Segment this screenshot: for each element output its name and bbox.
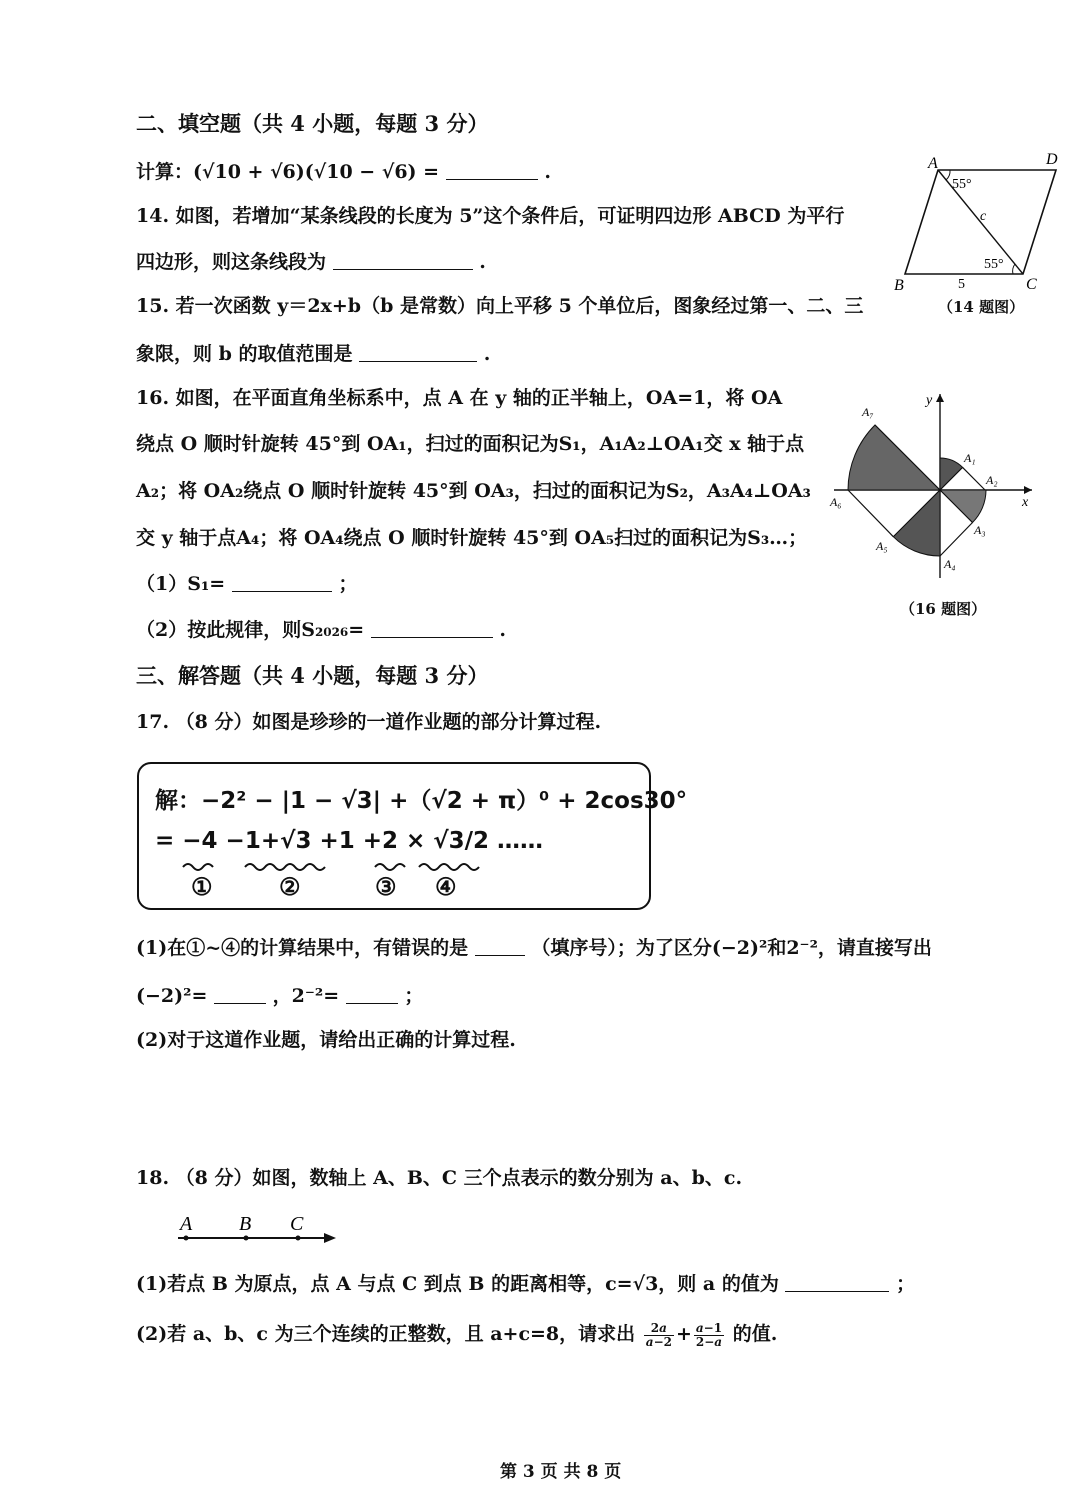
number-line-label-c: C xyxy=(290,1213,304,1235)
number-line-label-b: B xyxy=(239,1213,252,1235)
angle-a-arc xyxy=(946,170,950,180)
q17-box-line2: = −4 −1+√3 +1 +2 × √3/2 …… xyxy=(155,828,544,854)
fraction-2a-over-a-minus-2: $\frac{2a}{a-2}$ xyxy=(645,1320,672,1349)
q16-figure-caption: （16 题图） xyxy=(900,600,987,618)
q16-label-x: x xyxy=(1022,495,1029,510)
q15-line1: 15. 若一次函数 y＝2x+b（b 是常数）向上平移 5 个单位后，图象经过第一、二、三 xyxy=(136,295,864,317)
q14-label-b: B xyxy=(894,277,904,292)
q17-intro: 17. （8 分）如图是珍珍的一道作业题的部分计算过程. xyxy=(136,711,602,733)
q17-part1-line1 xyxy=(136,934,932,962)
mark-2: ② xyxy=(279,872,301,901)
wavy-4 xyxy=(419,864,479,870)
q14-line2: 四边形，则这条线段为 xyxy=(136,251,327,273)
q17-work-box xyxy=(137,762,688,910)
q18-part1 xyxy=(136,1270,915,1298)
q18-number-line xyxy=(170,1208,350,1248)
question-15-line2 xyxy=(136,340,490,368)
q15-end: . xyxy=(483,343,491,365)
number-line-arrow xyxy=(324,1233,336,1243)
sector-s2 xyxy=(940,490,986,523)
mark-4: ④ xyxy=(435,872,457,901)
point-c xyxy=(296,1236,301,1241)
q13-answer-blank[interactable] xyxy=(446,159,538,180)
q16-figure xyxy=(826,384,1038,580)
y-axis-arrow xyxy=(936,394,944,402)
q14-label-d: D xyxy=(1046,151,1058,168)
q18-intro: 18. （8 分）如图，数轴上 A、B、C 三个点表示的数分别为 a、b、c. xyxy=(136,1167,743,1189)
q16-label-a4: A₄ xyxy=(944,557,956,571)
segment-a3a4 xyxy=(940,523,973,557)
q17-error-blank[interactable] xyxy=(475,935,525,956)
q13-text: 计算：(√10 + √6)(√10 − √6) = xyxy=(136,161,440,183)
q16-label-a1: A₁ xyxy=(964,451,976,465)
mark-1: ① xyxy=(191,872,213,901)
q16-line4: 交 y 轴于点A₄；将 OA₄绕点 O 顺时针旋转 45°到 OA₅扫过的面积记为S₃…； xyxy=(136,527,808,549)
q17-part2: (2)对于这道作业题，请给出正确的计算过程. xyxy=(136,1029,516,1051)
q18-p1b: ； xyxy=(896,1273,916,1295)
q13-end: . xyxy=(544,161,551,183)
q18-a-value-blank[interactable] xyxy=(785,1271,889,1292)
segment-a1a2 xyxy=(963,467,985,490)
q16-line2: 绕点 O 顺时针旋转 45°到 OA₁，扫过的面积记为S₁，A₁A₂⊥OA₁交 x 轴于点 xyxy=(136,433,805,455)
q17-box-line1: 解：−2² − |1 − √3| +（√2 + π）⁰ + 2cos30° xyxy=(155,788,688,814)
question-14-line2 xyxy=(136,248,486,276)
mark-3: ③ xyxy=(375,872,397,901)
q16-part2-text: （2）按此规律，则S₂₀₂₆= xyxy=(136,619,365,641)
x-axis-arrow xyxy=(1024,486,1032,494)
q16-label-a5: A₅ xyxy=(876,539,888,553)
q16-part1-text: （1）S₁= xyxy=(136,573,226,595)
angle-c-arc xyxy=(1013,264,1015,274)
q14-label-a: A xyxy=(928,155,938,172)
point-b xyxy=(244,1236,249,1241)
q16-part2 xyxy=(136,616,506,644)
q16-part1-end: ； xyxy=(338,573,358,595)
q18-p2a: (2)若 a、b、c 为三个连续的正整数，且 a+c=8，请求出 xyxy=(136,1323,636,1345)
section-2-title: 二、填空题（共 4 小题，每题 3 分） xyxy=(136,111,489,136)
q16-line3: A₂；将 OA₂绕点 O 顺时针旋转 45°到 OA₃，扫过的面积记为S₂，A₃A₄⊥OA₃ xyxy=(136,480,811,502)
wavy-2 xyxy=(245,864,325,870)
q16-label-a3: A₃ xyxy=(974,523,986,537)
q18-part2: (2)若 a、b、c 为三个连续的正整数，且 a+c=8，请求出 $\frac{2a}{a-2}$ + $\frac{a-1}{2-a}$ 的值. xyxy=(136,1320,778,1349)
q16-part2-end: . xyxy=(499,619,507,641)
q16-label-a6: A₆ xyxy=(830,495,842,509)
q14-label-c: C xyxy=(1026,276,1037,292)
q14-side-bc-label: 5 xyxy=(958,277,965,292)
q17-p1b: （填序号）；为了区分(−2)²和2⁻²，请直接写出 xyxy=(531,937,932,959)
q17-p1e: ； xyxy=(404,985,424,1007)
point-a xyxy=(184,1236,189,1241)
q17-p1a: (1)在①~④的计算结果中，有错误的是 xyxy=(136,937,469,959)
q16-label-y: y xyxy=(926,393,933,408)
number-line-label-a: A xyxy=(180,1213,193,1235)
q14-figure xyxy=(888,146,1068,292)
q16-line1: 16. 如图，在平面直角坐标系中，点 A 在 y 轴的正半轴上，OA=1，将 OA xyxy=(136,387,783,409)
sector-s3 xyxy=(893,490,940,556)
section-3-title: 三、解答题（共 4 小题，每题 3 分） xyxy=(136,663,489,688)
page-footer: 第 3 页 共 8 页 xyxy=(500,1462,622,1482)
q17-2-neg2-blank[interactable] xyxy=(346,983,398,1004)
wavy-1 xyxy=(183,864,213,870)
q16-label-a2: A₂ xyxy=(986,473,998,487)
q17-p1d: ，2⁻²= xyxy=(272,985,340,1007)
q17-neg2-squared-blank[interactable] xyxy=(214,983,266,1004)
q18-p1a: (1)若点 B 为原点，点 A 与点 C 到点 B 的距离相等，c=√3，则 a 的值为 xyxy=(136,1273,779,1295)
q14-side-c-label: c xyxy=(980,209,987,224)
sector-s1 xyxy=(940,458,963,490)
q14-angle-c-label: 55° xyxy=(984,257,1004,272)
q16-part2-blank[interactable] xyxy=(371,617,493,638)
q14-figure-caption: （14 题图） xyxy=(938,298,1025,316)
fraction-a-minus-1-over-2-minus-a: $\frac{a-1}{2-a}$ xyxy=(695,1320,723,1349)
q15-line2: 象限，则 b 的取值范围是 xyxy=(136,343,353,365)
q17-p1c: (−2)²= xyxy=(136,985,208,1007)
q14-end: . xyxy=(479,251,486,273)
sector-s4 xyxy=(848,425,940,490)
wavy-3 xyxy=(375,864,405,870)
q15-answer-blank[interactable] xyxy=(359,341,477,362)
segment-a5a6 xyxy=(848,490,893,537)
q16-part1-blank[interactable] xyxy=(232,571,332,592)
q16-label-a7: A₇ xyxy=(862,405,874,419)
q18-p2b: 的值. xyxy=(732,1323,778,1345)
q14-angle-a-label: 55° xyxy=(952,177,972,192)
q14-answer-blank[interactable] xyxy=(333,249,473,270)
question-13 xyxy=(136,158,551,186)
q16-part1 xyxy=(136,570,357,598)
q17-part1-line2 xyxy=(136,982,423,1010)
q14-line1: 14. 如图，若增加“某条线段的长度为 5”这个条件后，可证明四边形 ABCD 为平行 xyxy=(136,205,845,227)
